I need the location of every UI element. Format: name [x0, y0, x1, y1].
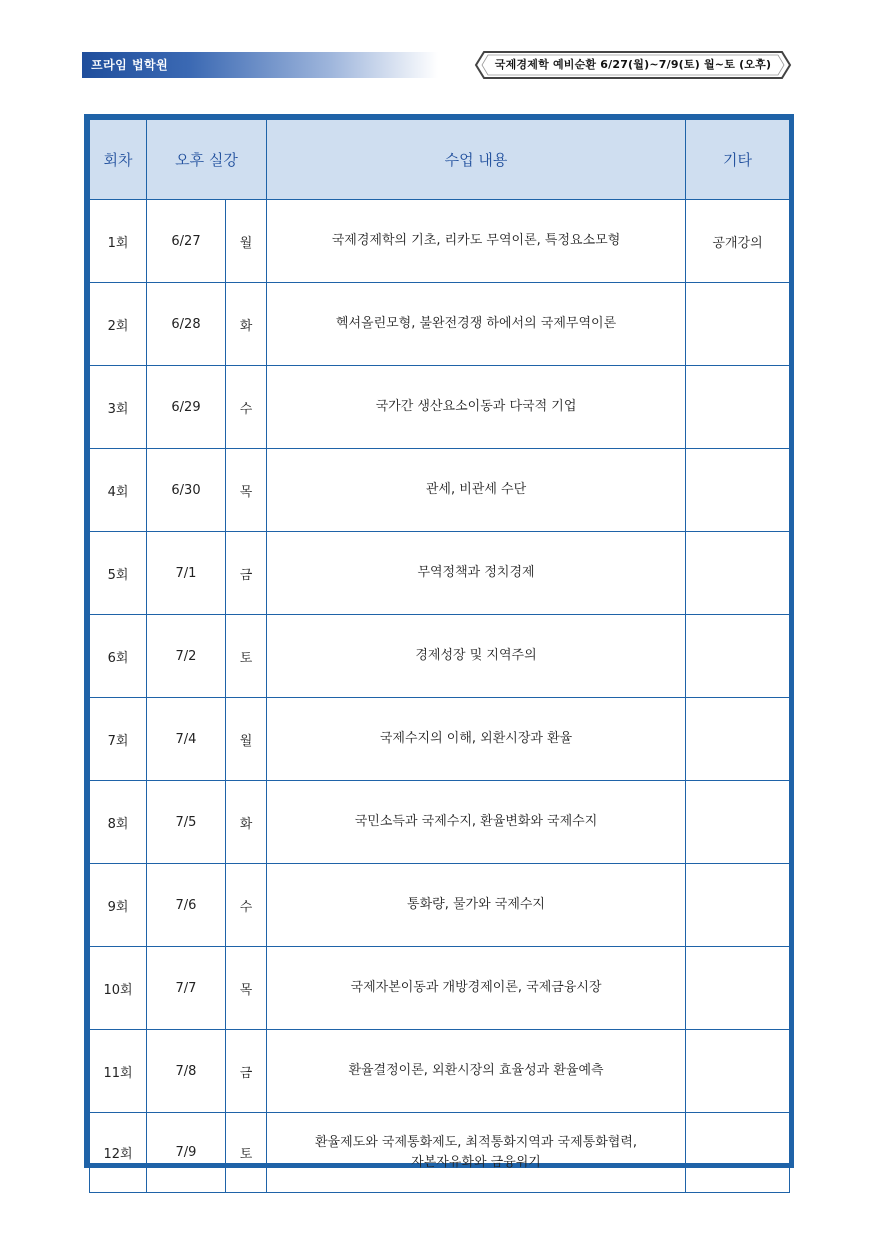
date-cell: 7/5: [147, 781, 226, 864]
day-cell: 토: [226, 1113, 267, 1193]
brand-banner: [82, 52, 438, 78]
content-cell: 헥셔올린모형, 불완전경쟁 하에서의 국제무역이론: [267, 283, 686, 366]
content-line: 환율제도와 국제통화제도, 최적통화지역과 국제통화협력,: [314, 1134, 638, 1150]
day-cell: 화: [226, 781, 267, 864]
table-row: [90, 532, 790, 615]
round-cell: 12회: [90, 1113, 147, 1193]
content-cell: 국제경제학의 기초, 리카도 무역이론, 특정요소모형: [267, 200, 686, 283]
table-row: [90, 864, 790, 947]
etc-cell: [686, 781, 790, 864]
table-row: [90, 947, 790, 1030]
round-cell: 4회: [90, 449, 147, 532]
content-cell: 환율결정이론, 외환시장의 효율성과 환율예측: [267, 1030, 686, 1113]
date-cell: 7/2: [147, 615, 226, 698]
etc-cell: 공개강의: [686, 200, 790, 283]
content-cell: 국제자본이동과 개방경제이론, 국제금융시장: [267, 947, 686, 1030]
date-cell: 6/29: [147, 366, 226, 449]
etc-cell: [686, 449, 790, 532]
day-cell: 목: [226, 449, 267, 532]
day-cell: 토: [226, 615, 267, 698]
table-row: [90, 615, 790, 698]
content-cell: 경제성장 및 지역주의: [267, 615, 686, 698]
table-header-row: [90, 120, 790, 200]
course-tag: [474, 50, 792, 80]
round-cell: 10회: [90, 947, 147, 1030]
date-cell: 7/4: [147, 698, 226, 781]
table-row: [90, 1030, 790, 1113]
day-cell: 수: [226, 864, 267, 947]
date-cell: 6/27: [147, 200, 226, 283]
content-cell: 통화량, 물가와 국제수지: [267, 864, 686, 947]
round-cell: 7회: [90, 698, 147, 781]
content-line: 자본자유화와 금융위기: [411, 1154, 541, 1170]
round-cell: 2회: [90, 283, 147, 366]
table-row: [90, 449, 790, 532]
day-cell: 월: [226, 200, 267, 283]
etc-cell: [686, 283, 790, 366]
date-cell: 6/28: [147, 283, 226, 366]
table-row: [90, 366, 790, 449]
etc-cell: [686, 1113, 790, 1193]
day-cell: 화: [226, 283, 267, 366]
etc-cell: [686, 615, 790, 698]
day-cell: 월: [226, 698, 267, 781]
date-cell: 7/8: [147, 1030, 226, 1113]
header-lecture: 오후 실강: [147, 120, 267, 200]
table-row: [90, 200, 790, 283]
content-cell: 국민소득과 국제수지, 환율변화와 국제수지: [267, 781, 686, 864]
content-cell: 국가간 생산요소이동과 다국적 기업: [267, 366, 686, 449]
round-cell: 8회: [90, 781, 147, 864]
content-cell: [267, 1113, 686, 1193]
course-tag-text: 국제경제학 예비순환 6/27(월)~7/9(토) 월~토 (오후): [494, 58, 772, 71]
date-cell: 7/1: [147, 532, 226, 615]
day-cell: 목: [226, 947, 267, 1030]
date-cell: 7/9: [147, 1113, 226, 1193]
etc-cell: [686, 698, 790, 781]
header-round: 회차: [90, 120, 147, 200]
content-cell: 무역정책과 정치경제: [267, 532, 686, 615]
etc-cell: [686, 947, 790, 1030]
header-content: 수업 내용: [267, 120, 686, 200]
date-cell: 6/30: [147, 449, 226, 532]
day-cell: 수: [226, 366, 267, 449]
date-cell: 7/6: [147, 864, 226, 947]
date-cell: 7/7: [147, 947, 226, 1030]
table-row: [90, 283, 790, 366]
round-cell: 1회: [90, 200, 147, 283]
round-cell: 11회: [90, 1030, 147, 1113]
round-cell: 5회: [90, 532, 147, 615]
etc-cell: [686, 1030, 790, 1113]
brand-name: 프라임 법학원: [91, 58, 169, 72]
table-row: [90, 781, 790, 864]
round-cell: 3회: [90, 366, 147, 449]
day-cell: 금: [226, 1030, 267, 1113]
round-cell: 9회: [90, 864, 147, 947]
round-cell: 6회: [90, 615, 147, 698]
content-cell: 국제수지의 이해, 외환시장과 환율: [267, 698, 686, 781]
etc-cell: [686, 532, 790, 615]
header-etc: 기타: [686, 120, 790, 200]
day-cell: 금: [226, 532, 267, 615]
schedule-table: [89, 119, 790, 1193]
table-row: [90, 1113, 790, 1193]
etc-cell: [686, 366, 790, 449]
schedule-table-frame: [84, 114, 794, 1168]
table-row: [90, 698, 790, 781]
etc-cell: [686, 864, 790, 947]
content-cell: 관세, 비관세 수단: [267, 449, 686, 532]
